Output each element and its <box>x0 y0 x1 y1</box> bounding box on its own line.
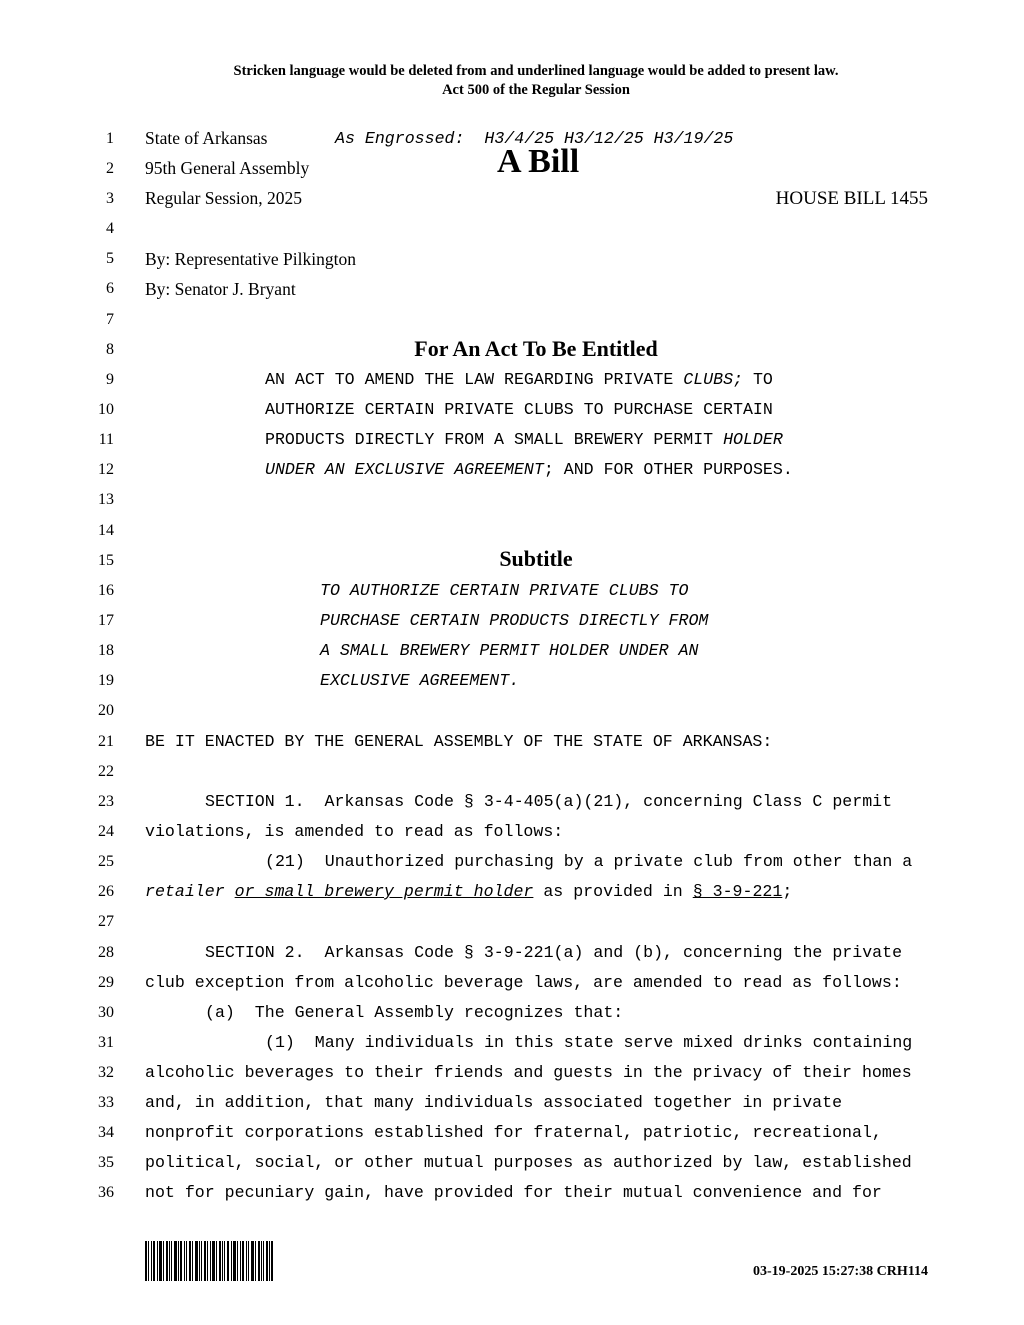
act-number: Act 500 of the Regular Session <box>442 82 630 98</box>
amendment-note: Stricken language would be deleted from and underlined language would be added to present law. <box>233 63 839 79</box>
line-number: 29 <box>98 974 114 991</box>
line-number: 33 <box>98 1094 114 1111</box>
line-number: 14 <box>98 522 114 539</box>
line-number: 6 <box>106 280 114 297</box>
enacting-clause: BE IT ENACTED BY THE GENERAL ASSEMBLY OF THE STATE OF ARKANSAS: <box>145 732 773 751</box>
line-number: 13 <box>98 491 114 508</box>
section-1-line-26: retailer or small brewery permit holder as provided in § 3-9-221; <box>145 882 793 901</box>
section-2-line-35: political, social, or other mutual purposes as authorized by law, established <box>145 1153 912 1172</box>
act-title-line-11: PRODUCTS DIRECTLY FROM A SMALL BREWERY PERMIT HOLDER <box>265 430 783 449</box>
line-number: 19 <box>98 672 114 689</box>
line-number: 22 <box>98 763 114 780</box>
section-2-line-31: (1) Many individuals in this state serve mixed drinks containing <box>265 1033 913 1052</box>
act-title-line-10: AUTHORIZE CERTAIN PRIVATE CLUBS TO PURCHASE CERTAIN <box>265 400 773 419</box>
barcode-image <box>145 1241 273 1281</box>
line-number: 36 <box>98 1184 114 1201</box>
line-number: 4 <box>106 220 114 237</box>
line-number: 15 <box>98 552 114 569</box>
state-label: State of Arkansas <box>145 128 268 148</box>
line-number: 34 <box>98 1124 114 1141</box>
line-number: 12 <box>98 461 114 478</box>
subtitle-heading: Subtitle <box>499 546 573 571</box>
line-number: 3 <box>106 190 114 207</box>
line-number: 5 <box>106 250 114 267</box>
line-number: 2 <box>106 160 114 177</box>
line-number: 9 <box>106 371 114 388</box>
line-number: 7 <box>106 311 114 328</box>
sponsor-house: By: Representative Pilkington <box>145 249 356 269</box>
section-2-line-30: (a) The General Assembly recognizes that: <box>205 1003 624 1022</box>
line-number: 35 <box>98 1154 114 1171</box>
bill-number: HOUSE BILL 1455 <box>775 188 928 209</box>
line-number: 18 <box>98 642 114 659</box>
section-2-line-29: club exception from alcoholic beverage laws, are amended to read as follows: <box>145 973 902 992</box>
document-title: A Bill <box>497 143 580 180</box>
act-heading: For An Act To Be Entitled <box>414 336 658 361</box>
line-number: 17 <box>98 612 114 629</box>
subtitle-line-19: EXCLUSIVE AGREEMENT. <box>320 671 520 690</box>
line-number: 31 <box>98 1034 114 1051</box>
footer-timestamp: 03-19-2025 15:27:38 CRH114 <box>753 1264 928 1279</box>
act-title-line-9: AN ACT TO AMEND THE LAW REGARDING PRIVATE CLUBS; TO <box>265 370 773 389</box>
engrossed-dates: As Engrossed: H3/4/25 H3/12/25 H3/19/25 <box>335 129 734 148</box>
line-number: 11 <box>98 431 114 448</box>
line-number: 23 <box>98 793 114 810</box>
line-number: 1 <box>106 130 114 147</box>
line-number: 21 <box>98 733 114 750</box>
line-number: 16 <box>98 582 114 599</box>
general-assembly: 95th General Assembly <box>145 158 310 178</box>
line-number: 27 <box>98 913 114 930</box>
section-2-line-32: alcoholic beverages to their friends and guests in the privacy of their homes <box>145 1063 912 1082</box>
section-1-line-23: SECTION 1. Arkansas Code § 3-4-405(a)(21), concerning Class C permit <box>205 792 893 811</box>
session-label: Regular Session, 2025 <box>145 188 303 208</box>
line-number: 28 <box>98 944 114 961</box>
sponsor-senate: By: Senator J. Bryant <box>145 279 296 299</box>
subtitle-line-18: A SMALL BREWERY PERMIT HOLDER UNDER AN <box>320 641 699 660</box>
subtitle-line-16: TO AUTHORIZE CERTAIN PRIVATE CLUBS TO <box>320 581 689 600</box>
section-2-line-33: and, in addition, that many individuals associated together in private <box>145 1093 843 1112</box>
line-number: 24 <box>98 823 114 840</box>
line-number: 26 <box>98 883 114 900</box>
line-number: 32 <box>98 1064 114 1081</box>
act-title-line-12: UNDER AN EXCLUSIVE AGREEMENT; AND FOR OTHER PURPOSES. <box>265 460 793 479</box>
section-2-line-34: nonprofit corporations established for fraternal, patriotic, recreational, <box>145 1123 882 1142</box>
section-1-line-24: violations, is amended to read as follows: <box>145 822 564 841</box>
section-2-line-36: not for pecuniary gain, have provided for their mutual convenience and for <box>145 1183 882 1202</box>
line-number: 8 <box>106 341 114 358</box>
line-number: 10 <box>98 401 114 418</box>
subtitle-line-17: PURCHASE CERTAIN PRODUCTS DIRECTLY FROM <box>320 611 709 630</box>
section-1-line-25: (21) Unauthorized purchasing by a private club from other than a <box>265 852 913 871</box>
section-2-line-28: SECTION 2. Arkansas Code § 3-9-221(a) and (b), concerning the private <box>205 943 903 962</box>
line-number: 30 <box>98 1004 114 1021</box>
line-number: 20 <box>98 702 114 719</box>
line-number: 25 <box>98 853 114 870</box>
